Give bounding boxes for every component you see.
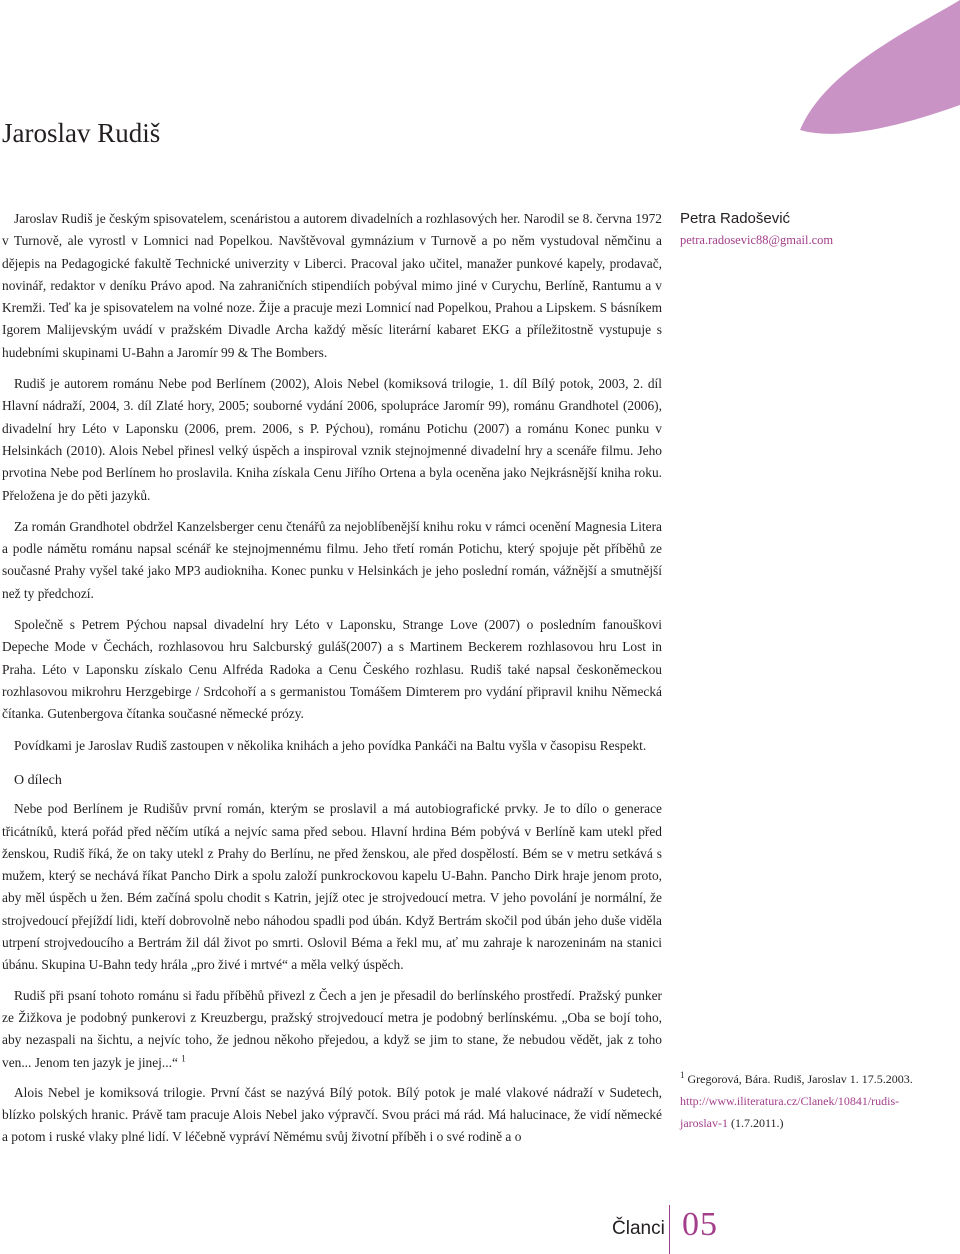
- footnote: [680, 1068, 930, 1134]
- works-paragraph: [2, 985, 662, 1074]
- footnote-number: 1: [680, 1070, 685, 1080]
- author-email[interactable]: petra.radosevic88@gmail.com: [680, 233, 834, 247]
- body-paragraph: Společně s Petrem Pýchou napsal divadelní hry Léto v Laponsku, Strange Love (2007) o posledním fanouškovi Depeche Mode v Čechách, rozhlasovou hru Salcburský guláš(2007) a s Martinem Beckerem rozhlasovou hru Lost in Praha. Léto v Laponsku získalo Cenu Alfréda Radoka a Cenu Českého rozhlasu. Rudiš také napsal českoněmeckou rozhlasovou mikrohru Herzgebirge / Srdcohoří a s germanistou Tomášem Dimterem pro vydání připravil knihu Německá čítanka. Gutenbergova čítanka současné německé prózy.: [2, 617, 662, 722]
- works-paragraph: Nebe pod Berlínem je Rudišův první román, kterým se proslavil a má autobiografické prvky. Je to dílo o generace třicátníků, která pořád před něčím utíká a nejvíc sama před sebou. Hlavní hrdina Bém pobývá v Berlíně kam utekl před ženskou, Rudiš říká, že on taky utekl z Prahy do Berlínu, ne před ženskou, ale před dospělostí. Bém se v metru setkává s mužem, který se nechává říkat Pancho Dirk a spolu založí punkrockovou kapelu U-Bahn. Pancho Dirk hraje jenom proto, aby měl úspěch u žen. Bém začíná spolu chodit s Katrin, jejíž otec je strojvedoucí metra. V jeho povolání je normální, že strojvedoucí přejíždí lidi, kteří dobrovolně nebo náhodou spadli pod úbán. Když Bertrám skočil pod úbán jeho duše viděla utrpení strojvedoucího a Bertrám žil dál život po smrti. Oslovil Béma a řekl mu, ať mu zahraje k narozeninám na stanici úbánu. Skupina U-Bahn tedy hrála „pro živé i mrtvé“ a měla velký úspěch.: [2, 801, 662, 973]
- body-paragraph: Rudiš je autorem románu Nebe pod Berlínem (2002), Alois Nebel (komiksová trilogie, 1. díl Bílý potok, 2003, 2. díl Hlavní nádraží, 2004, 3. díl Zlaté hory, 2005; souborné vydání 2006, spolupráce Jaromír 99), románu Grandhotel (2006), divadelní hry Léto v Laponsku (2006, prem. 2006, s P. Pýchou), románu Potichu (2007) a románu Konec punku v Helsinkách (2010). Alois Nebel přinesl velký úspěch a inspiroval vznik stejnojmenné divadelní hry a scenáře filmu. Jeho prvotina Nebe pod Berlínem ho proslavila. Kniha získala Cenu Jiřího Ortena a byla oceněna jako Nejkrásnější kniha roku. Přeložena je do pěti jazyků.: [2, 376, 662, 503]
- works-paragraph: Alois Nebel je komiksová trilogie. První část se nazývá Bílý potok. Bílý potok je malé vlakové nádraží v Sudetech, blízko polských hranic. Právě tam pracuje Alois Nebel jako výpravčí. Svou práci má rád. Má halucinace, že vidí německé a potom i ruské vlaky plné lidí. V léčebně vypráví Němému svůj životní příběh i o své rodině a o: [2, 1084, 662, 1145]
- footer-divider: [669, 1205, 670, 1254]
- body-paragraph: Povídkami je Jaroslav Rudiš zastoupen v několika knihách a jeho povídka Pankáči na Baltu vyšla v časopisu Respekt.: [14, 737, 647, 753]
- works-paragraph-text: Rudiš při psaní tohoto románu si řadu příběhů přivezl z Čech a jen je přesadil do berlínského prostředí. Pražský punker ze Žižkova je podobný punkerovi z Kreuzbergu, pražský strojvedoucí metra je podobný berlínskému. „Oba se bojí toho, aby nezaspali na šichtu, a nejvíc toho, že jednou někoho přejedou, a když se jim to stane, že nebudou vědět, jak z toho ven... Jenom ten jazyk je jinej...“: [2, 987, 662, 1070]
- footnote-date: (1.7.2011.): [730, 1116, 784, 1130]
- footnote-reference[interactable]: 1: [181, 1053, 186, 1064]
- body-paragraph: Jaroslav Rudiš je českým spisovatelem, scenáristou a autorem divadelních a rozhlasových her. Narodil se 8. června 1972 v Turnově, ale vyrostl v Lomnici nad Popelkou. Navštěvoval gymnázium v Turnově a po něm vystudoval němčinu a dějepis na Pedagogické fakultě Technické univerzity v Liberci. Pracoval jako učitel, manažer punkové kapely, prodavač, novinář, redaktor v deníku Právo apod. Na zahraničních stipendiích pobýval mimo jiné v Curychu, Berlíně, Rantumu a v Kremži. Teď ka je spisovatelem na volné noze. Žije a pracuje mezi Lomnicí nad Popelkou, Prahou a Lipskem. S básníkem Igorem Malijevským uvádí v pražském Divadle Archa každý měsíc literární kabaret EKG a příležitostně vystupuje s hudebními skupinami U-Bahn a Jaromír 99 & The Bombers.: [2, 211, 662, 360]
- article-body: [2, 208, 662, 766]
- footnote-link[interactable]: http://www.iliteratura.cz/Clanek/10841/rudis-jaroslav-1: [680, 1094, 900, 1130]
- leaf-icon: [790, 0, 960, 160]
- footnote-text: Gregorová, Bára. Rudiš, Jaroslav 1. 17.5.2003.: [687, 1072, 913, 1086]
- page-number: 05: [682, 1206, 718, 1243]
- article-title: Jaroslav Rudiš: [2, 118, 161, 148]
- body-paragraph: Za román Grandhotel obdržel Kanzelsberger cenu čtenářů za nejoblíbenější knihu roku v rámci ocenění Magnesia Litera a podle námětu románu napsal scénář ke stejnojmennému filmu. Jeho třetí román Potichu, který spojuje pět příběhů ze současné Prahy vyšel také jako MP3 audiokniha. Konec punku v Helsinkách je jeho poslední román, vážnější a smutnější než ty předchozí.: [2, 518, 662, 601]
- section-label: Članci: [612, 1218, 665, 1239]
- author-name: Petra Radošević: [680, 210, 791, 227]
- works-section: [2, 770, 662, 1157]
- section-heading: O dílech: [14, 773, 62, 788]
- author-block: [680, 210, 950, 248]
